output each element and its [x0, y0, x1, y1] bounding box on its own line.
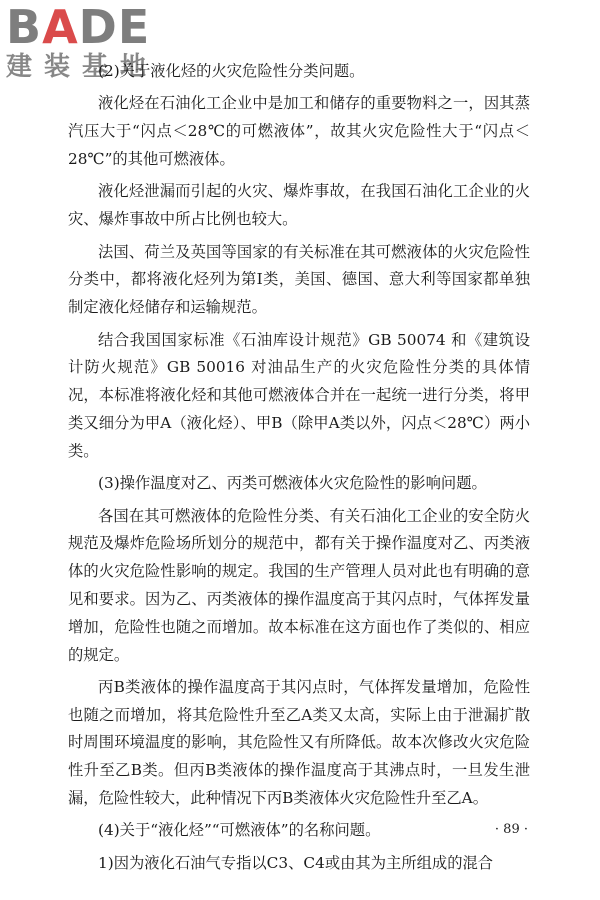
- paragraph: 丙B类液体的操作温度高于其闪点时，气体挥发量增加，危险性也随之而增加，将其危险性升至乙A类又太高，实际上由于泄漏扩散时周围环境温度的影响，其危险性又有所降低。故本次修改火灾危险性升至乙B类。但丙B类液体的操作温度高于其沸点时，一旦发生泄漏，危险性较大，此种情况下丙B类液体火灾危险性升至乙A。: [68, 677, 530, 808]
- paragraph: 各国在其可燃液体的危险性分类、有关石油化工企业的安全防火规范及爆炸危险场所划分的规范中，都有关于操作温度对乙、丙类液体的火灾危险性影响的规定。我国的生产管理人员对此也有明确的意见和要求。因为乙、丙类液体的操作温度高于其闪点时，气体挥发量增加，危险性也随之而增加。故本标准在这方面也作了类似的、相应的规定。: [68, 506, 530, 664]
- page-number: · 89 ·: [494, 822, 528, 837]
- logo-wordmark-post: DE: [78, 0, 151, 54]
- paragraph: 法国、荷兰及英国等国家的有关标准在其可燃液体的火灾危险性分类中，都将液化烃列为第Ⅰ类，美国、德国、意大利等国家都单独制定液化烃储存和运输规范。: [68, 242, 530, 317]
- logo-subtitle: 建装基地: [6, 52, 159, 82]
- logo-wordmark-pre: B: [6, 0, 43, 54]
- paragraph: 液化烃在石油化工企业中是加工和储存的重要物料之一，因其蒸汽压大于“闪点＜28℃的可燃液体”，故其火灾危险性大于“闪点＜28℃”的其他可燃液体。: [68, 94, 530, 168]
- logo-wordmark-accent: A: [42, 0, 79, 54]
- logo-wordmark: [6, 0, 181, 54]
- paragraph: (4)关于“液化烃”“可燃液体”的名称问题。: [98, 821, 381, 840]
- paragraph: (2)关于液化烃的火灾危险性分类问题。: [98, 62, 365, 80]
- paragraph: 结合我国国家标准《石油库设计规范》GB 50074 和《建筑设计防火规范》GB 50016 对油品生产的火灾危险性分类的具体情况，本标准将液化烃和其他可燃液体合并在一起统一进行分类，将甲类又细分为甲A（液化烃）、甲B（除甲A类以外，闪点＜28℃）两小类。: [68, 330, 530, 460]
- paragraph: 液化烃泄漏而引起的火灾、爆炸事故，在我国石油化工企业的火灾、爆炸事故中所占比例也较大。: [68, 182, 530, 229]
- paragraph: (3)操作温度对乙、丙类可燃液体火灾危险性的影响问题。: [98, 474, 487, 493]
- page-body: [68, 58, 530, 882]
- paragraph: 1)因为液化石油气专指以C3、C4或由其为主所组成的混合: [98, 853, 494, 872]
